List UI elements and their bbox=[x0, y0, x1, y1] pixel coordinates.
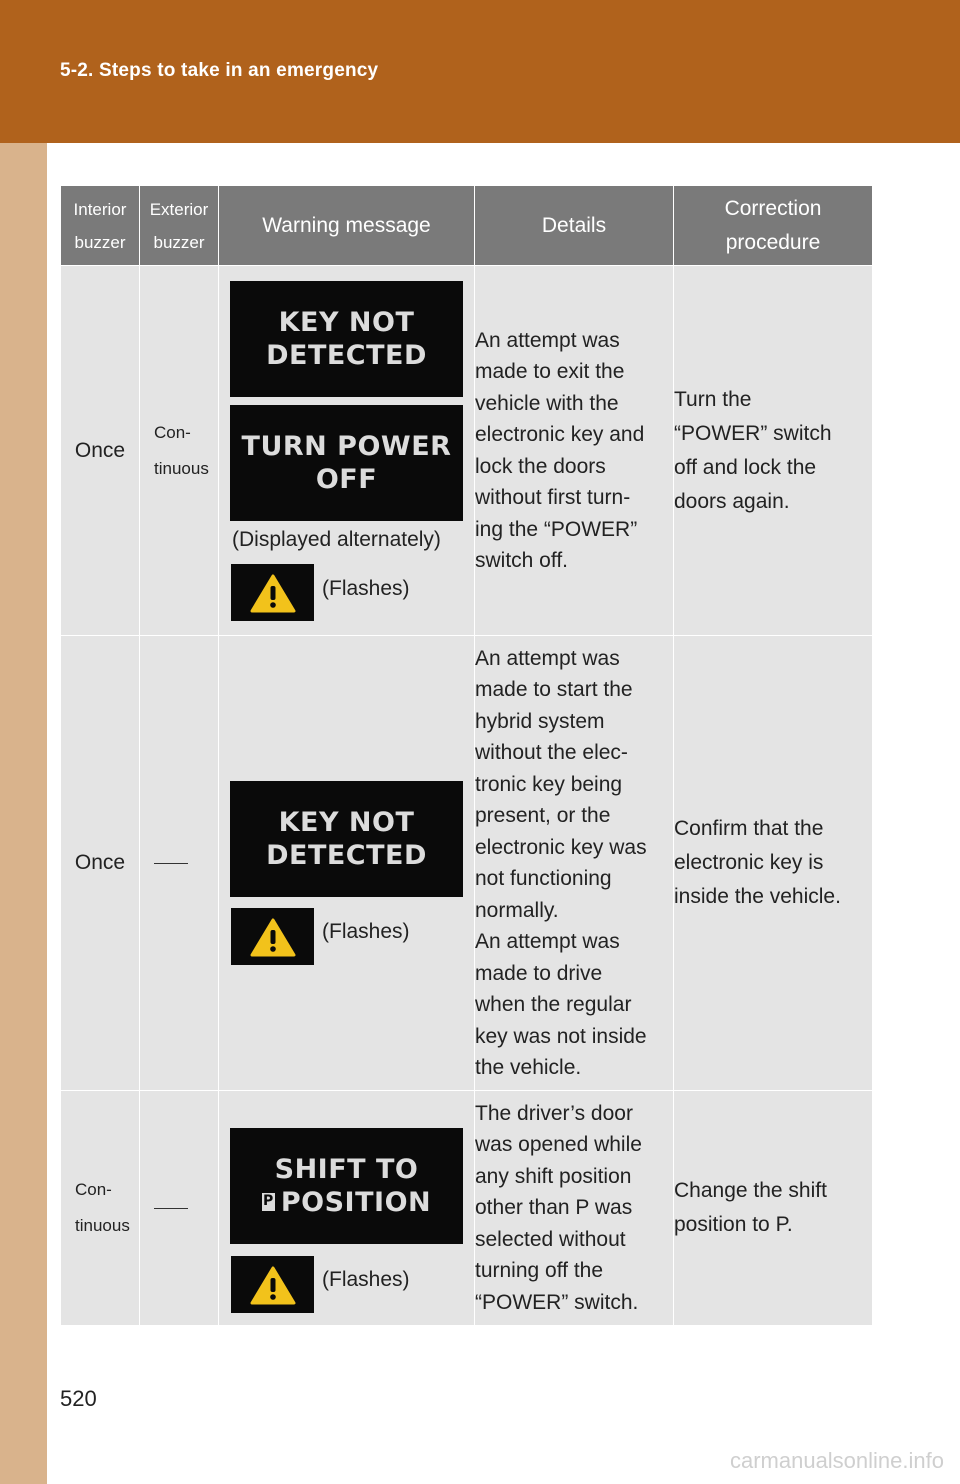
details-line: lock the doors bbox=[475, 454, 606, 478]
details-line: the vehicle. bbox=[475, 1056, 582, 1079]
details-line: An attempt was bbox=[475, 930, 620, 953]
page-number: 520 bbox=[60, 1386, 97, 1411]
details-line: vehicle with the bbox=[475, 391, 619, 415]
correction-cell bbox=[674, 636, 873, 1091]
display-turn-power-off bbox=[230, 405, 463, 521]
correction-line: inside the vehicle. bbox=[674, 885, 841, 908]
details-line: when the regular bbox=[475, 993, 632, 1016]
exterior-buzzer-line2: tinuous bbox=[154, 458, 209, 478]
table-row bbox=[61, 266, 873, 636]
dash-mark bbox=[154, 1208, 188, 1209]
interior-buzzer-cell: Once bbox=[61, 266, 140, 636]
details-line: electronic key was bbox=[475, 835, 647, 859]
details-line: ing the “POWER” bbox=[475, 517, 638, 541]
details-line: normally. bbox=[475, 898, 559, 922]
interior-buzzer-line1: Con- bbox=[75, 1180, 112, 1199]
correction-line: Change the shift bbox=[674, 1179, 827, 1202]
details-line: without the elec- bbox=[475, 741, 628, 764]
details-line: An attempt was bbox=[475, 328, 620, 352]
screen-line: DETECTED bbox=[266, 340, 427, 371]
details-line: “POWER” switch. bbox=[475, 1290, 639, 1314]
warning-message-cell bbox=[219, 1091, 475, 1326]
correction-line: “POWER” switch bbox=[674, 421, 832, 445]
header-warning-message: Warning message bbox=[219, 186, 475, 266]
details-line: made to start the bbox=[475, 678, 633, 701]
details-line: present, or the bbox=[475, 804, 611, 827]
display-shift-to-p-position bbox=[230, 1128, 463, 1244]
interior-buzzer-cell: Once bbox=[61, 636, 140, 1091]
screen-line: SHIFT TO bbox=[274, 1154, 419, 1185]
details-line: not functioning bbox=[475, 867, 612, 890]
details-line: turning off the bbox=[475, 1259, 604, 1283]
details-line: tronic key being bbox=[475, 772, 623, 796]
side-strip bbox=[0, 0, 47, 1484]
display-key-not-detected bbox=[230, 781, 463, 897]
p-indicator: P bbox=[262, 1192, 274, 1209]
warning-table bbox=[60, 185, 873, 1326]
correction-line: electronic key is bbox=[674, 851, 824, 874]
correction-line: Confirm that the bbox=[674, 817, 824, 840]
screen-line-with-p bbox=[262, 1186, 431, 1219]
details-line: switch off. bbox=[475, 549, 568, 572]
watermark: carmanualsonline.info bbox=[729, 1448, 944, 1473]
details-cell bbox=[475, 266, 674, 636]
section-title: 5-2. Steps to take in an emergency bbox=[60, 60, 379, 81]
flashes-note: (Flashes) bbox=[322, 920, 410, 943]
correction-line: off and lock the bbox=[674, 455, 817, 479]
correction-cell bbox=[674, 266, 873, 636]
details-line: selected without bbox=[475, 1227, 626, 1251]
dash-mark bbox=[154, 863, 188, 864]
header-band bbox=[0, 0, 960, 143]
screen-line: DETECTED bbox=[266, 840, 427, 871]
warning-triangle-icon bbox=[231, 1256, 314, 1313]
table-row bbox=[61, 1091, 873, 1326]
flashes-note: (Flashes) bbox=[322, 577, 410, 600]
display-key-not-detected bbox=[230, 281, 463, 397]
details-line: other than P was bbox=[475, 1196, 633, 1220]
correction-line: doors again. bbox=[674, 489, 790, 513]
correction-line: Turn the bbox=[674, 387, 752, 411]
details-line: made to drive bbox=[475, 961, 603, 985]
warning-triangle-icon bbox=[231, 908, 314, 965]
details-line: any shift position bbox=[475, 1164, 632, 1188]
exterior-buzzer-cell bbox=[140, 636, 219, 1091]
header-details: Details bbox=[475, 186, 674, 266]
details-line: electronic key and bbox=[475, 423, 645, 446]
screen-line-text: POSITION bbox=[280, 1187, 432, 1218]
details-line: without first turn- bbox=[475, 486, 631, 509]
correction-line: position to P. bbox=[674, 1213, 793, 1236]
warning-message-cell bbox=[219, 636, 475, 1091]
exterior-buzzer-cell bbox=[140, 1091, 219, 1326]
header-interior-buzzer: Interior buzzer bbox=[61, 186, 140, 266]
interior-buzzer-line2: tinuous bbox=[75, 1216, 130, 1235]
warning-message-cell bbox=[219, 266, 475, 636]
interior-buzzer-cell bbox=[61, 1091, 140, 1326]
displayed-alternately-note: (Displayed alternately) bbox=[232, 528, 441, 551]
exterior-buzzer-line1: Con- bbox=[154, 422, 191, 442]
details-line: key was not inside bbox=[475, 1024, 647, 1048]
screen-line: KEY NOT bbox=[278, 307, 415, 338]
exterior-buzzer-cell bbox=[140, 266, 219, 636]
header-correction-procedure: Correction procedure bbox=[674, 186, 873, 266]
warning-triangle-icon bbox=[231, 564, 314, 621]
header-exterior-buzzer: Exterior buzzer bbox=[140, 186, 219, 266]
details-line: An attempt was bbox=[475, 646, 620, 670]
table-header-row bbox=[61, 186, 873, 266]
screen-line: KEY NOT bbox=[278, 807, 415, 838]
details-line: The driver’s door bbox=[475, 1101, 633, 1125]
details-line: was opened while bbox=[475, 1133, 642, 1157]
screen-line: TURN POWER bbox=[241, 431, 452, 462]
details-line: hybrid system bbox=[475, 709, 605, 733]
screen-line: OFF bbox=[315, 464, 378, 495]
correction-cell bbox=[674, 1091, 873, 1326]
table-row bbox=[61, 636, 873, 1091]
details-line: made to exit the bbox=[475, 360, 625, 383]
flashes-note: (Flashes) bbox=[322, 1268, 410, 1291]
details-cell bbox=[475, 1091, 674, 1326]
details-cell bbox=[475, 636, 674, 1091]
